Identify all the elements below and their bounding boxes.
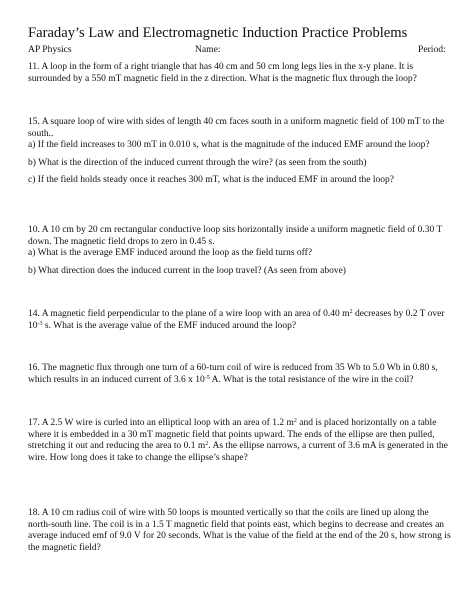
superscript: -3 xyxy=(37,320,43,327)
period-label: Period: xyxy=(418,44,446,55)
name-label: Name: xyxy=(195,44,221,55)
superscript: 2 xyxy=(205,441,209,448)
question-text: 14. A magnetic field perpendicular to the plane of a wire loop with an area of 0.40 $m^2$ decreases by 0.2 T over $10^{-3}$ s. What is the average value of the EMF induced around the loop? xyxy=(28,309,445,331)
superscript: -5 xyxy=(204,374,210,381)
question-text: 10. A 10 cm by 20 cm rectangular conductive loop sits horizontally inside a uniform magnetic field of 0.30 T down. The magnetic field drops to zero in 0.45 s. xyxy=(28,225,443,247)
question-text: 11. A loop in the form of a right triangle that has 40 cm and 50 cm long legs lies in the x-y plane. It is surrounded by a 550 mT magnetic field in the z direction. What is the magnetic flux through the loop? xyxy=(28,62,417,84)
page-title: Faraday’s Law and Electromagnetic Induction Practice Problems xyxy=(28,25,408,41)
question-text: 16. The magnetic flux through one turn of a 60-turn coil of wire is reduced from 35 Wb to 5.0 Wb in 0.80 s, which results in an induced current of 3.6 x $10^{-5}$ A. What is the total resistance of the wire in the coil? xyxy=(28,363,438,385)
question-10 xyxy=(28,225,452,277)
superscript: 2 xyxy=(293,418,297,424)
question-14 xyxy=(28,309,452,332)
question-15 xyxy=(28,117,452,187)
question-text: 18. A 10 cm radius coil of wire with 50 loops is mounted vertically so that the coils are lined up along the north-south line. The coil is in a 1.5 T magnetic field that points east, which begins to decrease and creates an average induced emf of 9.0 V for 20 seconds. What is the value of the field at the end of the 20 s, how strong is the magnetic field? xyxy=(28,508,451,553)
course-label: AP Physics xyxy=(28,44,72,55)
question-18 xyxy=(28,508,452,554)
question-part-c: c) If the field holds steady once it reaches 300 mT, what is the induced EMF in around the loop? xyxy=(28,175,395,186)
question-part-b: b) What direction does the induced current in the loop travel? (As seen from above) xyxy=(28,265,346,276)
question-17 xyxy=(28,418,452,464)
superscript: 2 xyxy=(349,309,353,315)
question-text: 17. A 2.5 W wire is curled into an elliptical loop with an area of 1.2 $m^2$ and is placed horizontally on a table where it is embedded in a 30 mT magnetic field that points upward. The ends of the ellipse are then pulled, stretching it out and reducing the area to 0.1 $m^2$. As the ellipse narrows, a current of 3.6 mA is generated in the wire. How long does it take to change the ellipse’s shape? xyxy=(28,418,448,463)
question-11 xyxy=(28,62,452,85)
question-text: 15. A square loop of wire with sides of length 40 cm faces south in a uniform magnetic field of 100 mT to the south.. xyxy=(28,117,445,139)
question-part-a: a) What is the average EMF induced around the loop as the field turns off? xyxy=(28,248,313,259)
question-part-b: b) What is the direction of the induced current through the wire? (as seen from the south) xyxy=(28,157,367,168)
question-part-a: a) If the field increases to 300 mT in 0.010 s, what is the magnitude of the induced EMF around the loop? xyxy=(28,140,430,151)
question-16 xyxy=(28,363,452,386)
